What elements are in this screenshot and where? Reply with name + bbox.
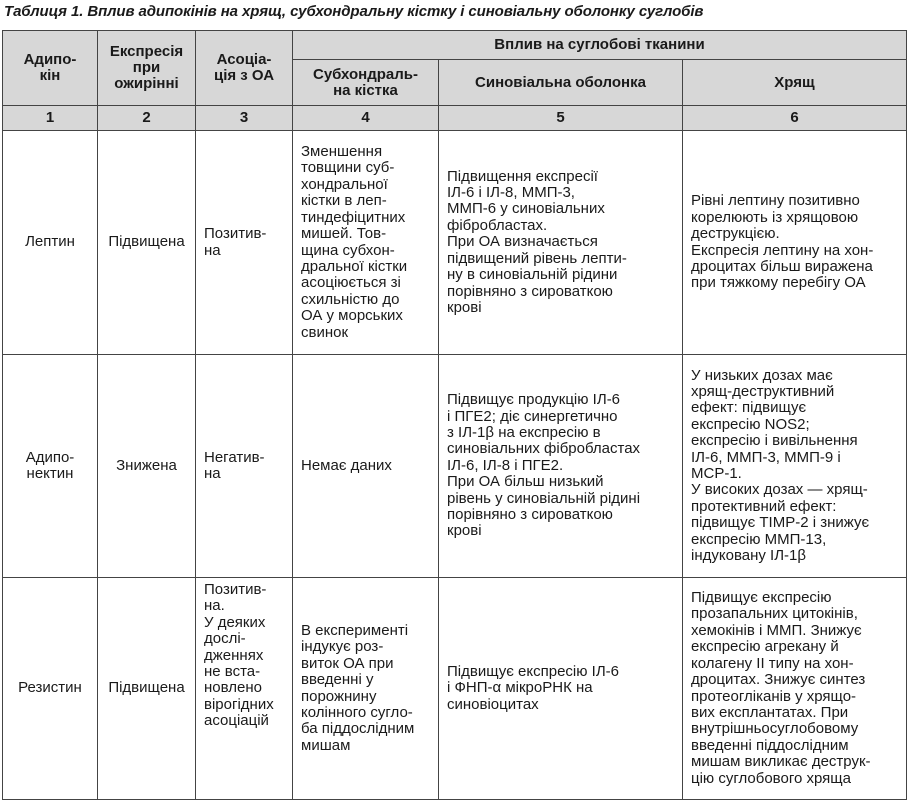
cell-text-line: колагену ІІ типу на хон- (691, 654, 854, 672)
cell-text-line: виток ОА при (301, 654, 394, 672)
column-number: 2 (98, 106, 196, 131)
cell-text-line: Рівні лептину позитивно (691, 192, 860, 210)
cell-text-line: схильністю до (301, 290, 400, 308)
cell-text-line: індукує роз- (301, 638, 384, 656)
cell-subchondral-bone (293, 355, 439, 578)
cell-text-line: У низьких дозах має (691, 366, 833, 384)
cell-text-line: порівняно з сироваткою (447, 282, 613, 300)
cell-text-line: підвищує ТІМР-2 і знижує (691, 514, 870, 532)
cell-text-line: щина субхон- (301, 241, 395, 259)
cell-text-line: Підвищення експресії (447, 167, 598, 185)
column-number: 3 (196, 106, 293, 131)
header-synovial: Синовіальна оболонка (439, 60, 683, 106)
cell-text-line: індуковану ІЛ-1β (691, 547, 807, 565)
cell-expression (98, 355, 196, 578)
cell-association (196, 131, 293, 355)
cell-text-line: тиндефіцитних (301, 208, 406, 226)
cell-text-line: ну в синовіальній рідини (447, 266, 618, 284)
cell-text-line: дральної кістки (301, 257, 408, 275)
cell-adipokine (3, 578, 98, 800)
cell-text-line: товщини суб- (301, 159, 395, 177)
cell-text-line: ба піддослідним (301, 720, 415, 738)
cell-text-line: Підвищує експресію ІЛ-6 (447, 662, 620, 680)
header-association: Асоціа- ція з ОА (196, 31, 293, 106)
cell-text-line: свинок (301, 323, 349, 341)
cell-cartilage (683, 131, 907, 355)
cell-text-line: У високих дозах — хрящ- (691, 481, 868, 499)
cell-text-line: на. (204, 597, 225, 615)
cell-text-line: Негатив- (204, 448, 265, 466)
cell-text-line: Зменшення (301, 143, 383, 161)
cell-text-line: дроцитах. Знижує синтез (691, 671, 866, 689)
table-caption: Таблиця 1. Вплив адипокінів на хрящ, субхондральну кістку і синовіальну оболонку суглобів (4, 3, 704, 20)
cell-text-line: Немає даних (301, 456, 392, 474)
cell-text-line: на (204, 241, 221, 259)
cell-text-line: при тяжкому перебігу ОА (691, 274, 866, 292)
cell-text-line: Резистин (18, 679, 82, 697)
cell-text-line: синовіоцитах (447, 695, 539, 713)
cell-text-line: протеогліканів у хрящо- (691, 687, 857, 705)
cell-text-line: хрящ-деструктивний (691, 382, 835, 400)
cell-text-line: Підвищує експресію (691, 589, 832, 607)
cell-text-line: мишам (301, 736, 351, 754)
cell-text-line: не вста- (204, 663, 261, 681)
cell-adipokine (3, 355, 98, 578)
cell-text-line: ефект: підвищує (691, 399, 807, 417)
cell-text-line: Експресія лептину на хон- (691, 241, 874, 259)
cell-text-line: При ОА більш низький (447, 473, 604, 491)
cell-text-line: порожнину (301, 687, 377, 705)
cell-text-line: новлено (204, 679, 262, 697)
cell-text-line: порівняно з сироваткою (447, 506, 613, 524)
cell-expression (98, 578, 196, 800)
cell-text-line: введенні піддослідним (691, 736, 849, 754)
column-number: 4 (293, 106, 439, 131)
header-effect-group: Вплив на суглобові тканини (293, 31, 907, 60)
cell-text-line: протективний ефект: (691, 497, 837, 515)
cell-text-line: з ІЛ-1β на експресію в (447, 423, 601, 441)
cell-cartilage (683, 578, 907, 800)
cell-text-line: Позитив- (204, 581, 267, 598)
cell-text-line: корелюють із хрящовою (691, 208, 859, 226)
cell-text-line: прозапальних цитокінів, (691, 605, 858, 623)
cell-synovial-membrane (439, 131, 683, 355)
table-row (3, 578, 907, 800)
cell-text-line: внутрішньосуглобовому (691, 720, 859, 738)
header-subchondral: Субхондраль- на кістка (293, 60, 439, 106)
cell-text-line: експресію агрекану й (691, 638, 839, 656)
cell-text-line: крові (447, 298, 482, 316)
cell-text-line: і ФНП-α мікроРНК на (447, 679, 593, 697)
cell-text-line: МСР-1. (691, 465, 742, 482)
cell-cartilage (683, 355, 907, 578)
cell-text-line: синовіальних фібробластах (447, 440, 641, 458)
cell-text-line: підвищений рівень лепти- (447, 249, 627, 267)
cell-text-line: хемокінів і ММП. Знижує (691, 621, 862, 639)
cell-text-line: Знижена (116, 456, 177, 474)
cell-text-line: асоціацій (204, 712, 269, 730)
cell-text-line: і ПГЕ2; діє синергетично (447, 407, 618, 425)
cell-text-line: експресію і вивільнення (691, 432, 858, 450)
cell-text-line: нектин (26, 465, 74, 482)
cell-text-line: колінного сугло- (301, 703, 413, 721)
cell-text-line: крові (447, 522, 482, 540)
cell-association (196, 578, 293, 800)
cell-text-line: ІЛ-6, ІЛ-8 і ПГЕ2. (447, 456, 564, 474)
cell-text-line: ММП-6 у синовіальних (447, 200, 605, 218)
cell-text-line: на (204, 465, 221, 482)
cell-text-line: асоціюється зі (301, 274, 401, 292)
cell-text-line: Підвищена (108, 233, 185, 251)
cell-text-line: У деяких (204, 613, 266, 631)
header-cartilage: Хрящ (683, 60, 907, 106)
cell-text-line: мишам викликає деструк- (691, 753, 871, 771)
header-adipokine: Адипо- кін (3, 31, 98, 106)
cell-text-line: вих експлантатах. При (691, 703, 849, 721)
cell-adipokine (3, 131, 98, 355)
table-row (3, 355, 907, 578)
cell-text-line: ІЛ-6 і ІЛ-8, ММП-3, (447, 184, 575, 202)
cell-text-line: вірогідних (204, 695, 274, 713)
adipokine-effects-table (2, 30, 907, 800)
cell-text-line: ІЛ-6, ММП-3, ММП-9 і (691, 448, 841, 466)
cell-text-line: В експерименті (301, 621, 409, 639)
cell-text-line: рівень у синовіальній рідині (447, 489, 641, 507)
cell-text-line: введенні у (301, 671, 374, 689)
column-number-row (3, 106, 907, 131)
cell-text-line: дженнях (204, 646, 264, 664)
cell-text-line: деструкцією. (691, 225, 780, 243)
column-number: 5 (439, 106, 683, 131)
cell-text-line: цію суглобового хряща (691, 769, 851, 787)
cell-expression (98, 131, 196, 355)
column-number: 6 (683, 106, 907, 131)
cell-synovial-membrane (439, 355, 683, 578)
cell-subchondral-bone (293, 578, 439, 800)
cell-text-line: Позитив- (204, 225, 267, 243)
cell-text-line: При ОА визначається (447, 233, 598, 251)
header-expression: Експресія при ожирінні (98, 31, 196, 106)
column-number: 1 (3, 106, 98, 131)
cell-text-line: Лептин (25, 233, 75, 251)
cell-text-line: Адипо- (25, 448, 75, 466)
cell-text-line: Підвищує продукцію ІЛ-6 (447, 391, 621, 409)
cell-text-line: хондральної (301, 175, 388, 193)
table-row (3, 131, 907, 355)
cell-text-line: дослі- (204, 630, 246, 648)
cell-text-line: кістки в леп- (301, 192, 387, 210)
cell-text-line: експресію ММП-13, (691, 530, 827, 548)
cell-association (196, 355, 293, 578)
cell-text-line: ОА у морських (301, 307, 403, 325)
cell-text-line: мишей. Тов- (301, 225, 387, 243)
cell-text-line: фібробластах. (447, 216, 548, 234)
cell-text-line: дроцитах більш виражена (691, 257, 873, 275)
cell-text-line: експресію NOS2; (691, 415, 810, 433)
cell-synovial-membrane (439, 578, 683, 800)
cell-text-line: Підвищена (108, 679, 185, 697)
cell-subchondral-bone (293, 131, 439, 355)
